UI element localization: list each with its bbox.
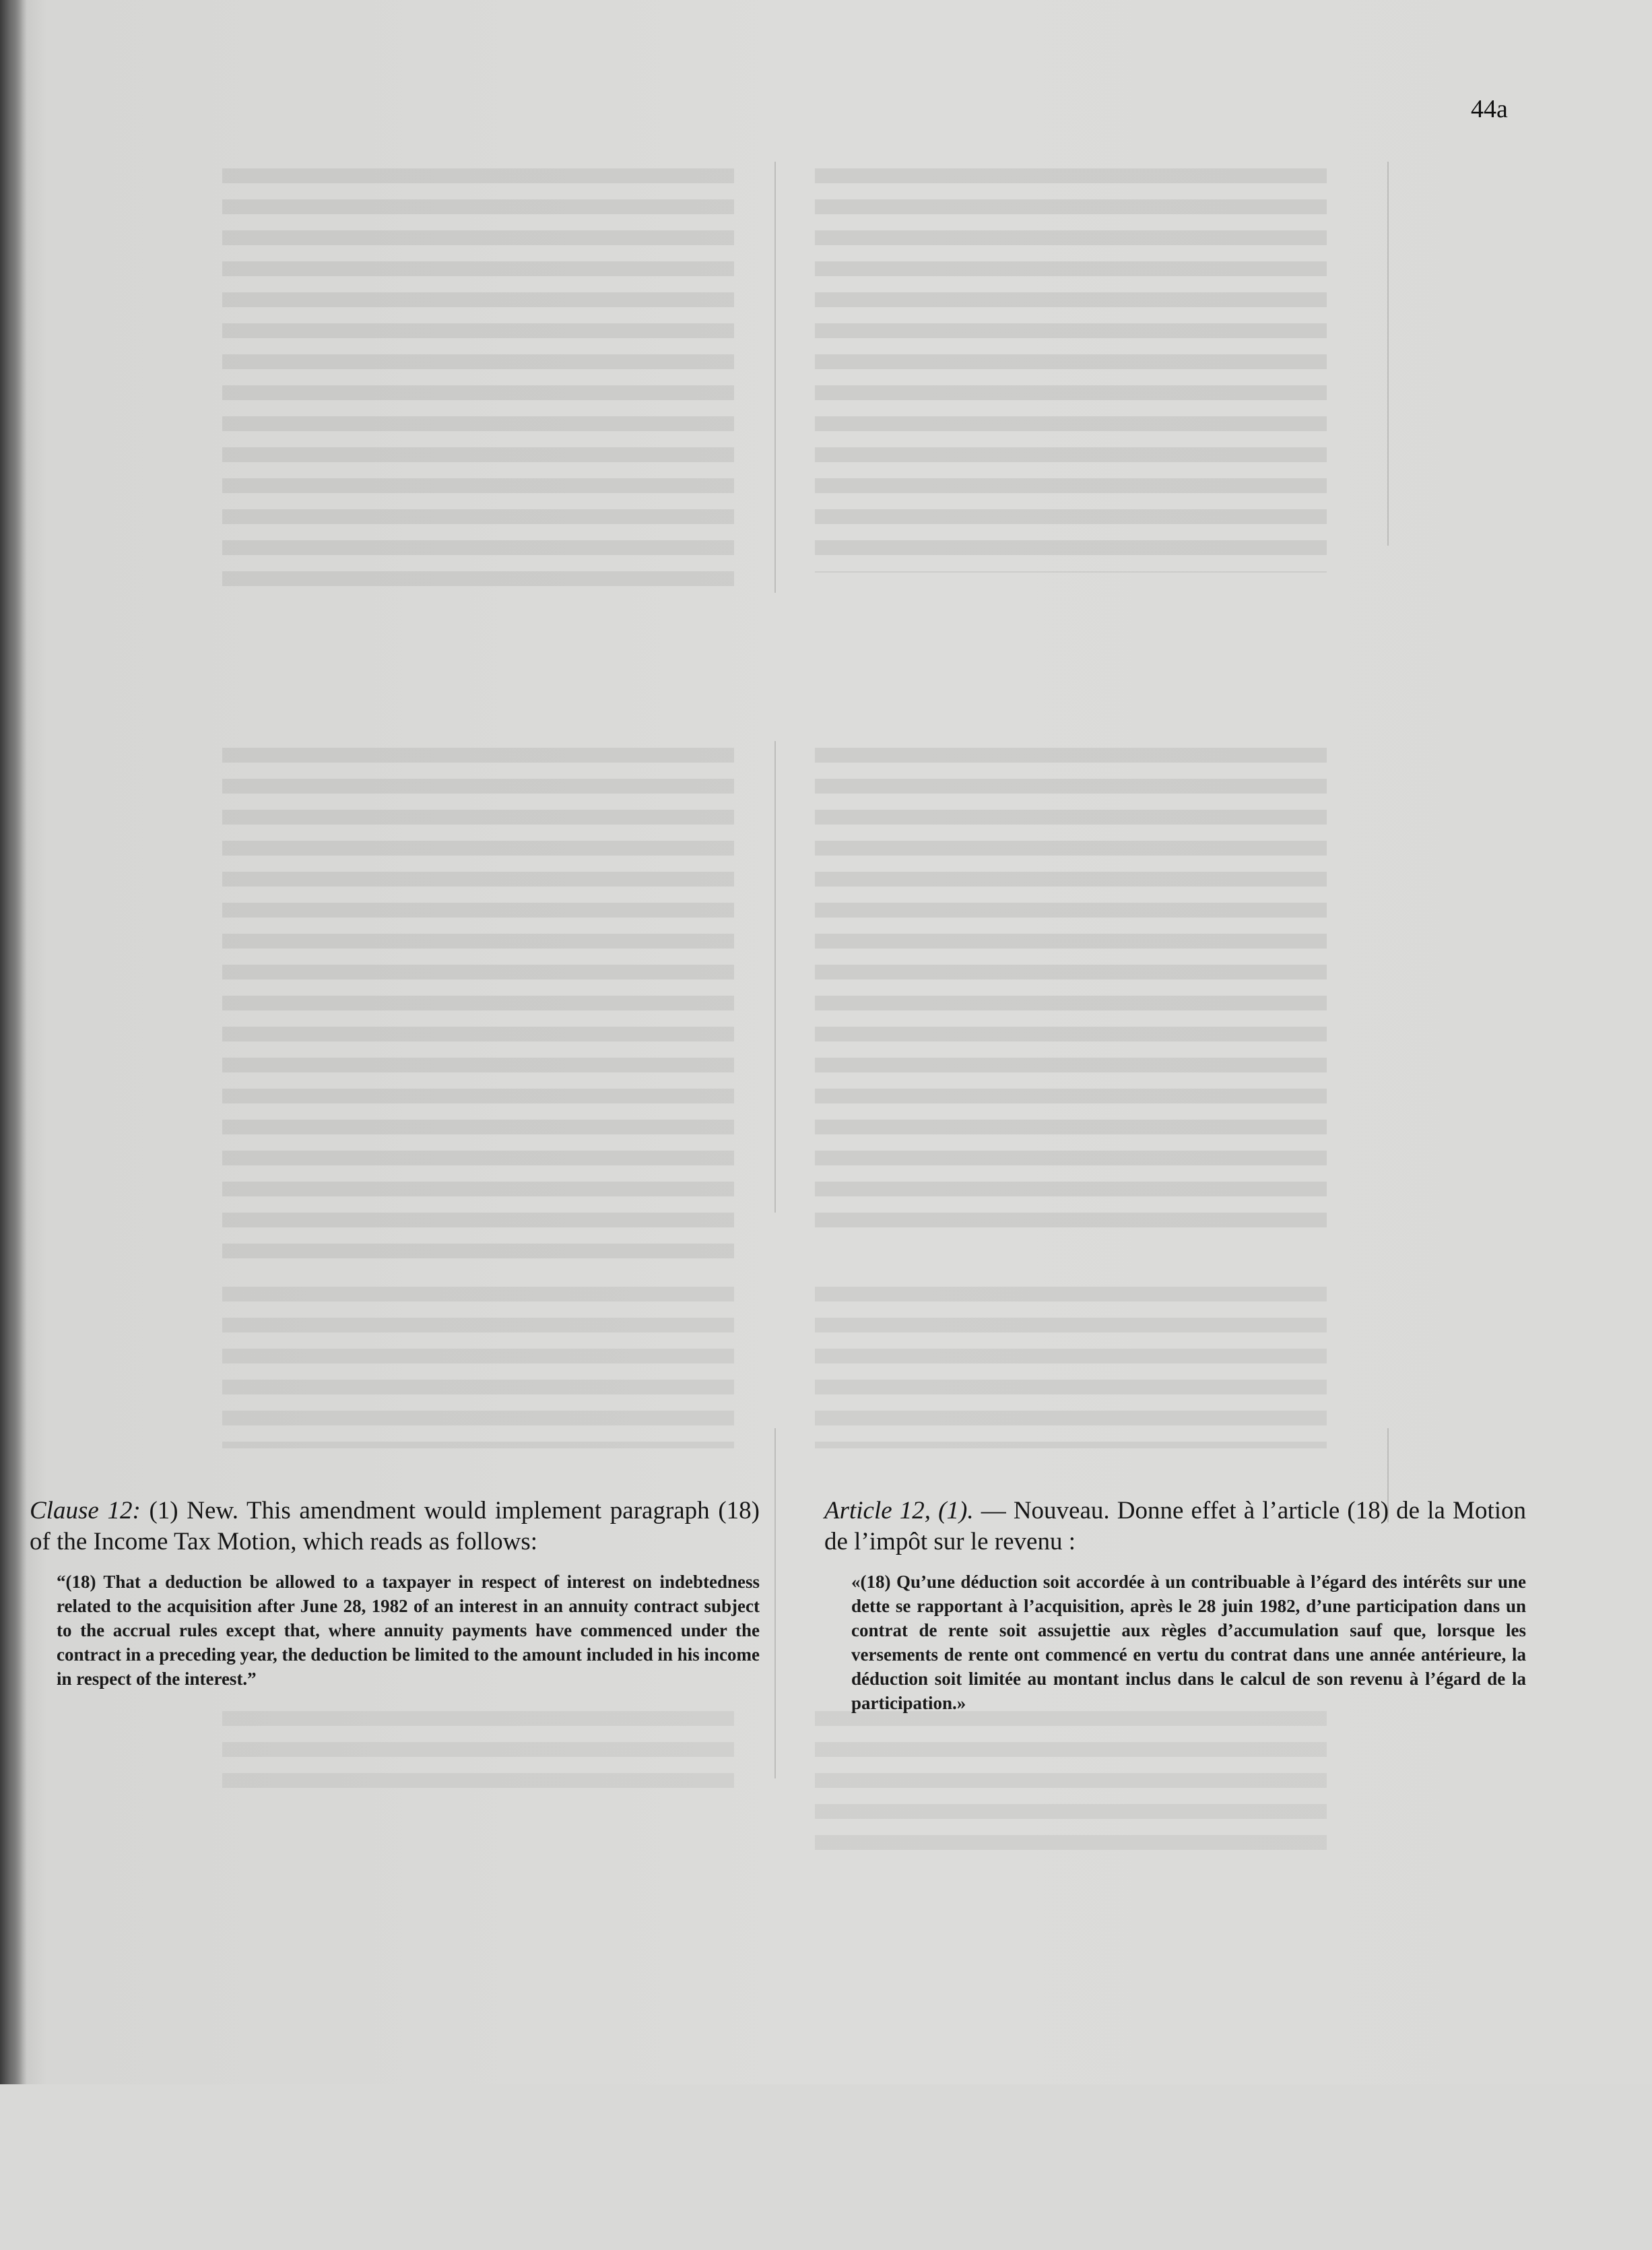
show-through-column-rule [1387,162,1389,546]
show-through-text-block [222,1287,734,1448]
note-lead-english [30,1496,760,1557]
binding-shadow [0,0,27,2084]
note-lead-text: (1) New. This amendment would implement paragraph (18) of the Income Tax Motion, which reads as follows: [30,1497,760,1555]
show-through-text-block [222,1711,734,1792]
explanatory-note-english [30,1496,760,1691]
clause-reference: Clause 12: [30,1497,141,1524]
note-lead-text: — Nouveau. Donne effet à l’article (18) de la Motion de l’impôt sur le revenu : [824,1497,1527,1555]
show-through-text-block [815,1287,1327,1448]
explanatory-note-french [824,1496,1526,1715]
show-through-text-block [815,168,1327,573]
show-through-column-rule [774,162,776,593]
show-through-column-rule [774,1428,776,1778]
page-number: 44a [1471,95,1508,123]
show-through-text-block [222,168,734,600]
show-through-column-rule [774,741,776,1213]
show-through-text-block [815,1711,1327,1859]
article-reference: Article 12, (1). [824,1497,974,1524]
show-through-text-block [222,748,734,1260]
show-through-text-block [815,748,1327,1233]
note-lead-french [824,1496,1526,1557]
motion-quote-english: “(18) That a deduction be allowed to a taxpayer in respect of interest on indebtedness related to the acquisition after June 28, 1982 of an interest in an annuity contract subject to the accrual rules except that, where annuity payments have commenced under the contract in a preceding year, the deduction be limited to the amount included in his income in respect of the interest.” [57,1572,760,1689]
motion-quote-french: «(18) Qu’une déduction soit accordée à un contribuable à l’égard des intérêts sur une dette se rapportant à l’acquisition, après le 28 juin 1982, d’une participation dans un contrat de rente soit assujettie aux règles d’accumulation sauf que, lorsque les versements de rente ont commencé en vertu du contrat dans une année antérieure, la déduction soit limitée au montant inclus dans le calcul de son revenu à l’égard de la participation.» [851,1572,1526,1713]
